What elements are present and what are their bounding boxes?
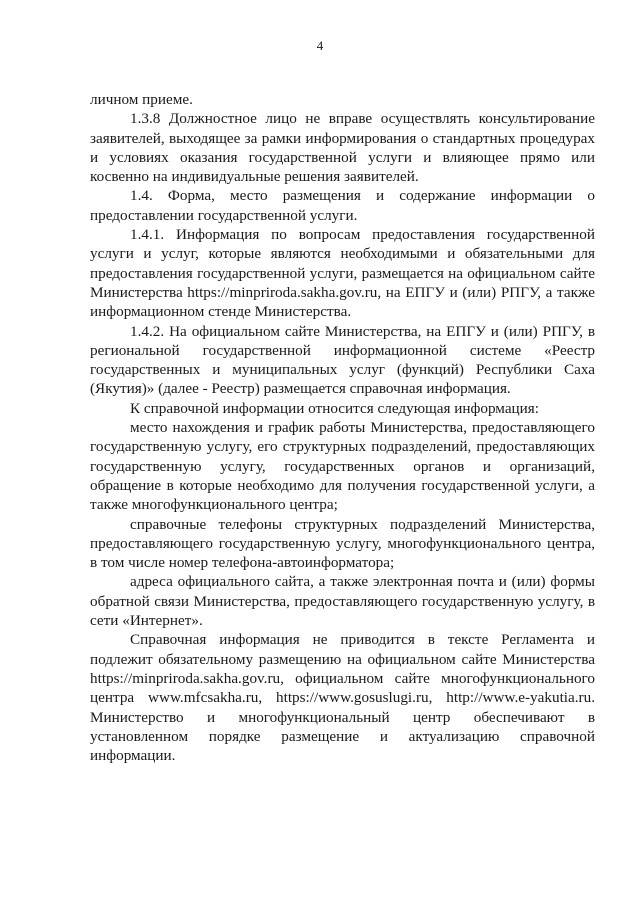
page-number: 4 — [316, 38, 324, 53]
paragraph: адреса официального сайта, а также электронная почта и (или) формы обратной связи Министерства, предоставляющего государственную услугу, в сети «Интернет». — [90, 573, 595, 630]
paragraph: 1.4.2. На официальном сайте Министерства, на ЕПГУ и (или) РПГУ, в региональной государственной информационной системе «Реестр государственных и муниципальных услуг (функций) Республики Саха (Якутия)» (далее - Реестр) размещается справочная информация. — [90, 322, 595, 398]
paragraph: Справочная информация не приводится в тексте Регламента и подлежит обязательному размещению на официальном сайте Министерства https://minpriroda.sakha.gov.ru, официальном сайте многофункционального центра www.mfcsakha.ru, https://www.gosuslugi.ru, http://www.e-yakutia.ru. Министерство и многофункциональный центр обеспечивают в установленном порядке размещение и актуализацию справочной информации. — [90, 631, 595, 765]
document-body — [90, 90, 595, 765]
paragraph: 1.4.1. Информация по вопросам предоставления государственной услуги и услуг, которые являются необходимыми и обязательными для предоставления государственной услуги, размещается на официальном сайте Министерства https://minpriroda.sakha.gov.ru, на ЕПГУ и (или) РПГУ, а также информационном стенде Министерства. — [90, 226, 595, 321]
paragraph: К справочной информации относится следующая информация: — [130, 399, 540, 417]
paragraph: 1.4. Форма, место размещения и содержание информации о предоставлении государственной услуги. — [90, 187, 595, 224]
paragraph: место нахождения и график работы Министерства, предоставляющего государственную услугу, его структурных подразделений, предоставляющих государственную услугу, государственных органов и организаций, обращение в которые необходимо для получения государственной услуги, а также многофункционального центра; — [90, 419, 595, 514]
paragraph: 1.3.8 Должностное лицо не вправе осуществлять консультирование заявителей, выходящее за рамки информирования о стандартных процедурах и условиях оказания государственной услуги и влияющее прямо или косвенно на индивидуальные решения заявителей. — [90, 110, 595, 186]
paragraph: справочные телефоны структурных подразделений Министерства, предоставляющего государственную услугу, многофункционального центра, в том числе номер телефона-автоинформатора; — [90, 515, 595, 572]
paragraph: личном приеме. — [90, 91, 193, 108]
